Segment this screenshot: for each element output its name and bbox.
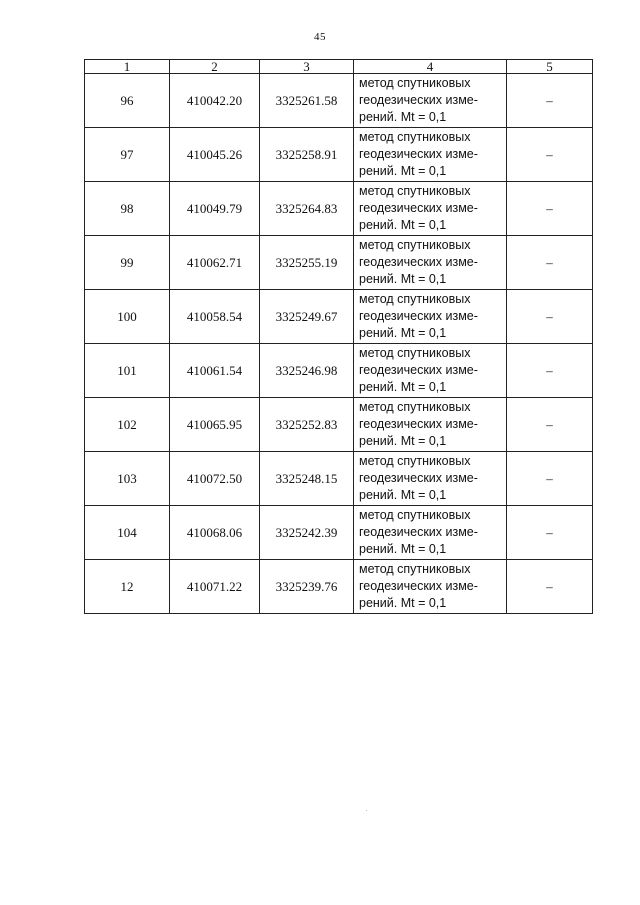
note-dash: – [546,470,553,486]
y-coordinate-cell: 3325248.15 [260,452,354,506]
x-coordinate-cell: 410045.26 [170,128,260,182]
method-text-line: метод спутниковых [359,292,471,306]
method-text-line: метод спутниковых [359,508,471,522]
table-row [85,290,593,344]
table-header-row [85,60,593,74]
column-header: 2 [170,60,260,74]
note-cell [507,506,593,560]
y-coordinate-cell: 3325242.39 [260,506,354,560]
method-text-line: метод спутниковых [359,346,471,360]
x-coordinate-cell: 410065.95 [170,398,260,452]
method-text-line: рений. Mt = 0,1 [359,272,447,286]
table-row [85,560,593,614]
table-row [85,506,593,560]
y-coordinate-cell: 3325255.19 [260,236,354,290]
coordinates-table [84,59,593,614]
x-coordinate-cell: 410049.79 [170,182,260,236]
x-coordinate-cell: 410042.20 [170,74,260,128]
point-number-cell: 97 [85,128,170,182]
method-text-line: метод спутниковых [359,184,471,198]
method-text-line: геодезических изме- [359,525,478,539]
method-text-line: рений. Mt = 0,1 [359,434,447,448]
method-cell [354,128,507,182]
method-text-line: метод спутниковых [359,130,471,144]
method-text-line: рений. Mt = 0,1 [359,488,447,502]
method-text-line: рений. Mt = 0,1 [359,326,447,340]
note-cell [507,236,593,290]
method-cell [354,344,507,398]
method-text-line: рений. Mt = 0,1 [359,164,447,178]
page-number: 45 [314,31,326,43]
note-cell [507,560,593,614]
method-cell [354,452,507,506]
note-dash: – [546,524,553,540]
note-dash: – [546,362,553,378]
table-body [85,60,593,614]
x-coordinate-cell: 410058.54 [170,290,260,344]
point-number-cell: 99 [85,236,170,290]
table-row [85,344,593,398]
y-coordinate-cell: 3325261.58 [260,74,354,128]
table-row [85,128,593,182]
method-text-line: геодезических изме- [359,471,478,485]
table-row [85,398,593,452]
method-text-line: метод спутниковых [359,238,471,252]
note-cell [507,398,593,452]
method-cell [354,398,507,452]
table-row [85,236,593,290]
method-text-line: геодезических изме- [359,309,478,323]
point-number-cell: 104 [85,506,170,560]
method-cell [354,506,507,560]
y-coordinate-cell: 3325264.83 [260,182,354,236]
table-row [85,74,593,128]
note-dash: – [546,92,553,108]
note-cell [507,344,593,398]
column-header: 5 [507,60,593,74]
method-text-line: рений. Mt = 0,1 [359,596,447,610]
scan-speck [366,810,367,811]
note-dash: – [546,578,553,594]
method-text-line: метод спутниковых [359,454,471,468]
point-number-cell: 98 [85,182,170,236]
note-dash: – [546,146,553,162]
method-text-line: геодезических изме- [359,579,478,593]
y-coordinate-cell: 3325252.83 [260,398,354,452]
method-cell [354,182,507,236]
method-cell [354,236,507,290]
note-dash: – [546,416,553,432]
note-dash: – [546,308,553,324]
note-cell [507,452,593,506]
method-text-line: рений. Mt = 0,1 [359,218,447,232]
note-cell [507,128,593,182]
x-coordinate-cell: 410068.06 [170,506,260,560]
method-text-line: геодезических изме- [359,417,478,431]
method-text-line: рений. Mt = 0,1 [359,110,447,124]
method-text-line: метод спутниковых [359,400,471,414]
column-header: 1 [85,60,170,74]
x-coordinate-cell: 410071.22 [170,560,260,614]
method-text-line: рений. Mt = 0,1 [359,380,447,394]
y-coordinate-cell: 3325249.67 [260,290,354,344]
y-coordinate-cell: 3325246.98 [260,344,354,398]
point-number-cell: 100 [85,290,170,344]
method-cell [354,290,507,344]
method-text-line: рений. Mt = 0,1 [359,542,447,556]
point-number-cell: 102 [85,398,170,452]
method-text-line: геодезических изме- [359,255,478,269]
note-dash: – [546,200,553,216]
x-coordinate-cell: 410062.71 [170,236,260,290]
table-row [85,452,593,506]
x-coordinate-cell: 410072.50 [170,452,260,506]
y-coordinate-cell: 3325258.91 [260,128,354,182]
method-text-line: геодезических изме- [359,363,478,377]
column-header: 3 [260,60,354,74]
method-text-line: метод спутниковых [359,562,471,576]
table-row [85,182,593,236]
column-header: 4 [354,60,507,74]
note-cell [507,290,593,344]
point-number-cell: 12 [85,560,170,614]
method-text-line: метод спутниковых [359,76,471,90]
note-dash: – [546,254,553,270]
method-text-line: геодезических изме- [359,201,478,215]
method-text-line: геодезических изме- [359,147,478,161]
point-number-cell: 96 [85,74,170,128]
point-number-cell: 103 [85,452,170,506]
method-cell [354,74,507,128]
note-cell [507,182,593,236]
method-cell [354,560,507,614]
point-number-cell: 101 [85,344,170,398]
note-cell [507,74,593,128]
y-coordinate-cell: 3325239.76 [260,560,354,614]
x-coordinate-cell: 410061.54 [170,344,260,398]
method-text-line: геодезических изме- [359,93,478,107]
